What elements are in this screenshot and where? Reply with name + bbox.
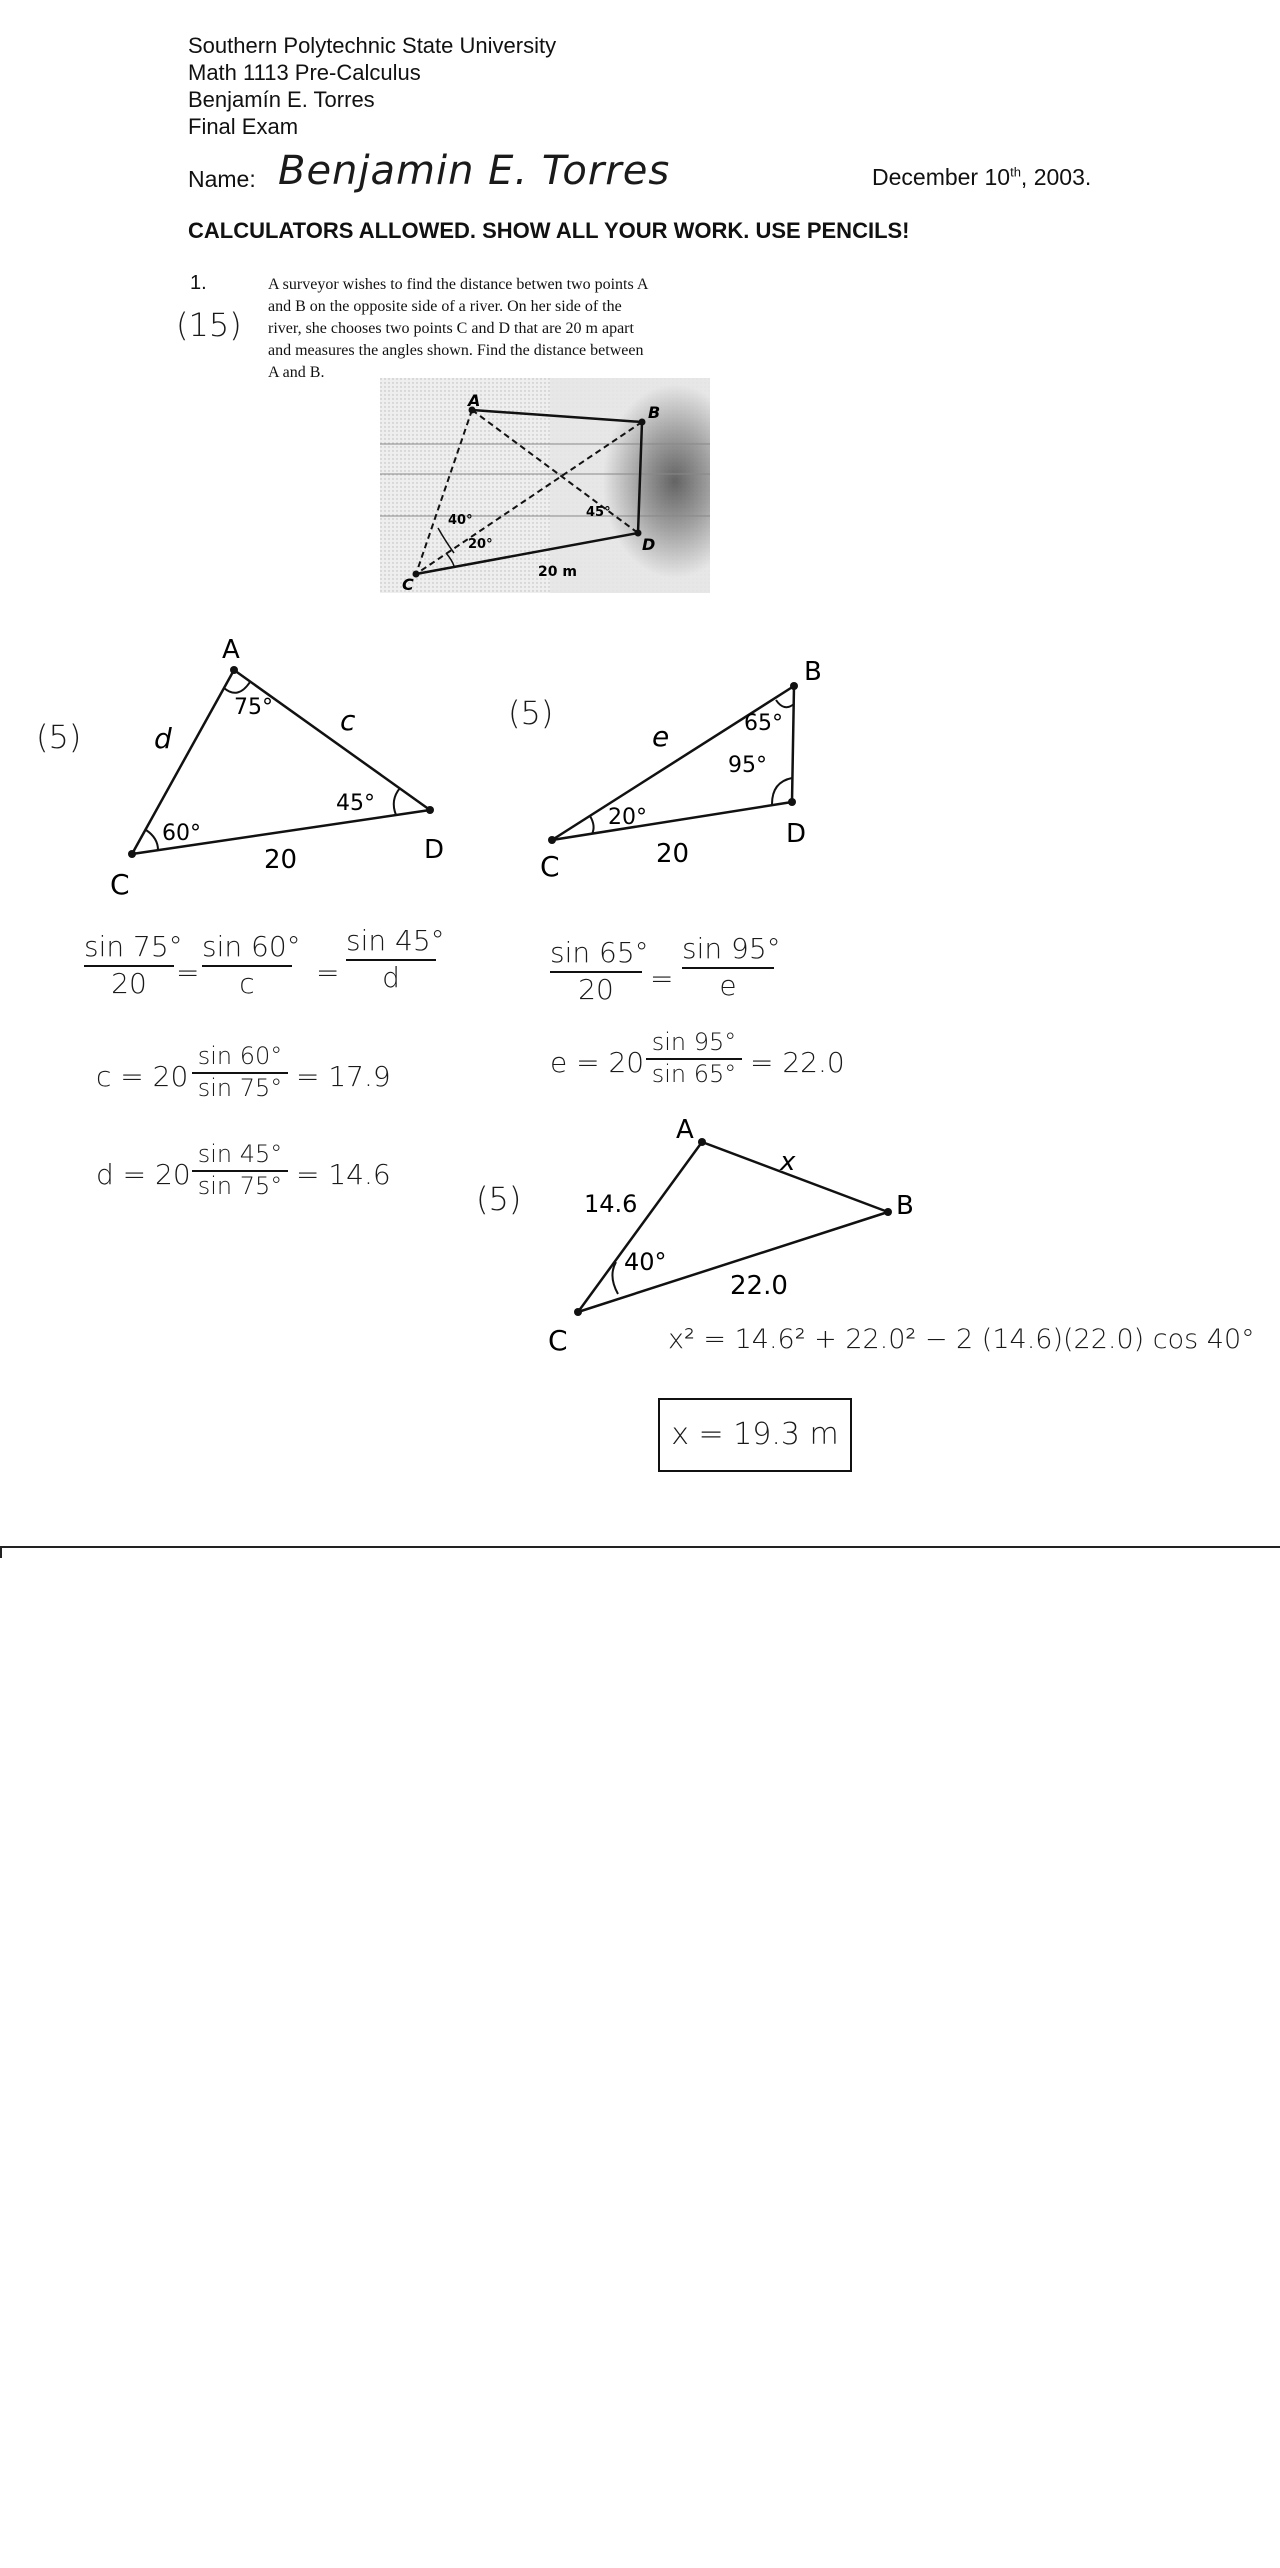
- problem-line: and measures the angles shown. Find the distance between: [268, 342, 644, 359]
- tri2-angle-d: 95°: [728, 753, 767, 778]
- tri1-angle-a: 75°: [234, 695, 273, 720]
- name-label: Name:: [188, 166, 256, 192]
- tri3-side-ca: 14.6: [584, 1190, 638, 1218]
- fig-label-b: B: [648, 403, 661, 422]
- vertex-a: [230, 666, 238, 674]
- exam-date: [872, 164, 1091, 191]
- tri1-side-c: c: [340, 704, 356, 737]
- lhs: c = 20: [96, 1060, 189, 1093]
- vertex-b: [884, 1208, 892, 1216]
- answer-box: [658, 1398, 852, 1472]
- lhs: d = 20: [96, 1158, 191, 1191]
- tri2-side-e: e: [652, 720, 670, 753]
- numerator: sin 95°: [682, 932, 781, 965]
- tri1-label-d: D: [424, 835, 445, 865]
- problem-line: A surveyor wishes to find the distance betwen two points A: [268, 276, 649, 293]
- tri1-label-c: C: [110, 868, 130, 901]
- triangle-bcd: [520, 650, 850, 890]
- numerator: sin 60°: [202, 930, 301, 963]
- tri2-label-b: B: [804, 657, 822, 687]
- fraction: [192, 1140, 288, 1200]
- tri3-angle-c: 40°: [624, 1248, 667, 1276]
- vertex-d: [426, 806, 434, 814]
- denominator: 20: [550, 971, 642, 1006]
- river-figure: [380, 378, 710, 593]
- result: = 17.9: [296, 1060, 391, 1093]
- problem-points: (15): [176, 306, 242, 344]
- point-b: [639, 419, 646, 426]
- fraction: [202, 930, 301, 1000]
- problem-line: A and B.: [268, 364, 325, 381]
- triangle-acd: [100, 630, 460, 910]
- tri3-points: (5): [476, 1180, 522, 1218]
- instructor-name: Benjamín E. Torres: [188, 87, 375, 112]
- tri2-label-d: D: [786, 819, 807, 849]
- fraction: [646, 1028, 742, 1088]
- numerator: sin 45°: [197, 1140, 283, 1168]
- equals: =: [316, 956, 340, 989]
- fig-angle-45: 45°: [586, 505, 611, 520]
- fraction: [192, 1042, 288, 1102]
- cosine-law-equation: x² = 14.6² + 22.0² − 2 (14.6)(22.0) cos 40°: [668, 1324, 1255, 1355]
- figure-shadow: [550, 378, 710, 593]
- fig-label-d: D: [642, 535, 656, 554]
- angle-arc: [146, 830, 158, 850]
- fig-label-c: C: [402, 575, 414, 593]
- numerator: sin 75°: [84, 930, 183, 963]
- angle-arc: [776, 700, 794, 707]
- vertex-d: [788, 798, 796, 806]
- denominator: d: [346, 959, 436, 994]
- angle-arc: [394, 788, 400, 815]
- denominator: sin 75°: [192, 1170, 288, 1200]
- date-year: , 2003.: [1020, 164, 1092, 190]
- fig-label-a: A: [468, 391, 481, 410]
- university-name: Southern Polytechnic State University: [188, 33, 557, 58]
- tri2-base: 20: [656, 839, 690, 869]
- problem-line: river, she chooses two points C and D that are 20 m apart: [268, 320, 634, 337]
- result: = 14.6: [296, 1158, 391, 1191]
- tri1-angle-d: 45°: [336, 791, 375, 816]
- tri3-label-c: C: [548, 1324, 568, 1357]
- angle-arc: [224, 682, 250, 693]
- page-separator: [0, 1546, 1280, 1548]
- lhs: e = 20: [550, 1046, 645, 1079]
- exam-title: Final Exam: [188, 114, 299, 139]
- vertex-b: [790, 682, 798, 690]
- fraction: [550, 936, 649, 1006]
- angle-arc: [612, 1262, 618, 1294]
- fig-angle-20: 20°: [468, 537, 493, 552]
- date-main: December 10: [872, 164, 1011, 190]
- angle-arc: [590, 816, 594, 834]
- point-d: [635, 530, 642, 537]
- date-sup: th: [1010, 164, 1021, 180]
- denominator: sin 75°: [192, 1072, 288, 1102]
- equals: =: [176, 956, 200, 989]
- equals: =: [650, 962, 674, 995]
- numerator: sin 60°: [197, 1042, 283, 1070]
- tri1-base: 20: [264, 845, 298, 875]
- numerator: sin 45°: [346, 924, 445, 957]
- answer-text: x = 19.3 m: [671, 1417, 839, 1452]
- course-name: Math 1113 Pre-Calculus: [188, 60, 421, 85]
- problem-statement: [268, 274, 648, 384]
- vertex-c: [548, 836, 556, 844]
- fraction: [84, 930, 183, 1000]
- vertex-c: [574, 1308, 582, 1316]
- side-ca: [578, 1142, 702, 1312]
- tri2-angle-b: 65°: [744, 711, 783, 736]
- numerator: sin 65°: [550, 936, 649, 969]
- denominator: 20: [84, 965, 174, 1000]
- side-ad: [234, 670, 430, 810]
- tri2-angle-c: 20°: [608, 805, 647, 830]
- denominator: c: [202, 965, 292, 1000]
- triangle-abc: [540, 1110, 940, 1360]
- student-name: Benjamin E. Torres: [278, 148, 671, 194]
- vertex-c: [128, 850, 136, 858]
- problem-number: 1.: [190, 272, 207, 294]
- tri2-points: (5): [508, 694, 554, 732]
- numerator: sin 95°: [651, 1028, 737, 1056]
- fraction: [346, 924, 445, 994]
- fig-distance: 20 m: [538, 564, 577, 580]
- side-bd: [792, 686, 794, 802]
- tri2-label-c: C: [540, 850, 560, 883]
- problem-line: and B on the opposite side of a river. On her side of the: [268, 298, 622, 315]
- fig-angle-40: 40°: [448, 513, 473, 528]
- denominator: sin 65°: [646, 1058, 742, 1088]
- result: = 22.0: [750, 1046, 845, 1079]
- tri1-label-a: A: [222, 635, 240, 665]
- tri1-angle-c: 60°: [162, 821, 201, 846]
- tri1-points: (5): [36, 718, 82, 756]
- fraction: [682, 932, 781, 1002]
- page-separator-tick: [0, 1546, 2, 1558]
- exam-instructions: CALCULATORS ALLOWED. SHOW ALL YOUR WORK. USE PENCILS!: [188, 218, 910, 243]
- tri3-label-a: A: [676, 1115, 694, 1145]
- tri3-side-cb: 22.0: [730, 1271, 788, 1301]
- tri3-label-b: B: [896, 1191, 914, 1221]
- tri1-side-d: d: [154, 722, 172, 755]
- vertex-a: [698, 1138, 706, 1146]
- side-cd: [552, 802, 792, 840]
- denominator: e: [682, 967, 774, 1002]
- tri3-side-ab: x: [780, 1147, 796, 1177]
